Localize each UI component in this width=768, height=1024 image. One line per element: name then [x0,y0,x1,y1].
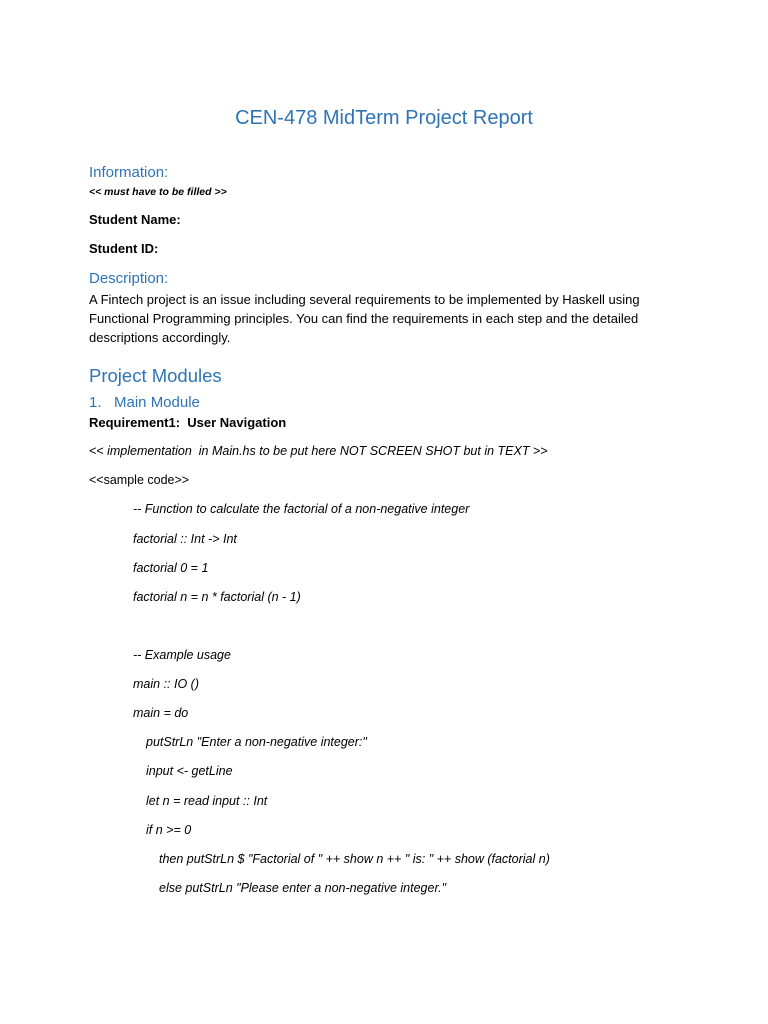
information-heading: Information: [89,164,169,181]
code-line: main :: IO () [133,677,199,691]
implementation-note: << implementation in Main.hs to be put here NOT SCREEN SHOT but in TEXT >> [89,444,548,458]
code-line: let n = read input :: Int [146,794,268,808]
code-line: putStrLn "Enter a non-negative integer:" [146,735,367,749]
document-title: CEN-478 MidTerm Project Report [235,107,533,129]
code-line: -- Function to calculate the factorial of a non-negative integer [133,502,470,516]
code-line: main = do [133,706,189,720]
description-text: A Fintech project is an issue including several requirements to be implemented by Haskell using Functional Programming principles. You can find the requirements in each step and the detailed descriptions accordingly. [89,292,640,345]
code-line: then putStrLn $ "Factorial of " ++ show n ++ " is: " ++ show (factorial n) [159,852,550,866]
requirement1-label: Requirement1: User Navigation [89,415,287,430]
code-line: factorial :: Int -> Int [133,532,237,546]
sample-code-label: <<sample code>> [89,473,190,487]
code-line: factorial 0 = 1 [133,561,209,575]
project-modules-heading: Project Modules [89,365,222,386]
code-line: else putStrLn "Please enter a non-negative integer." [159,881,447,895]
code-line: if n >= 0 [146,823,192,837]
description-heading: Description: [89,270,169,287]
code-line: factorial n = n * factorial (n - 1) [133,590,301,604]
code-line: input <- getLine [146,764,233,778]
code-line: -- Example usage [133,648,231,662]
information-note: << must have to be filled >> [89,186,227,198]
main-module-heading: 1. Main Module [89,394,200,411]
student-id-label: Student ID: [89,241,159,256]
student-name-label: Student Name: [89,212,181,227]
